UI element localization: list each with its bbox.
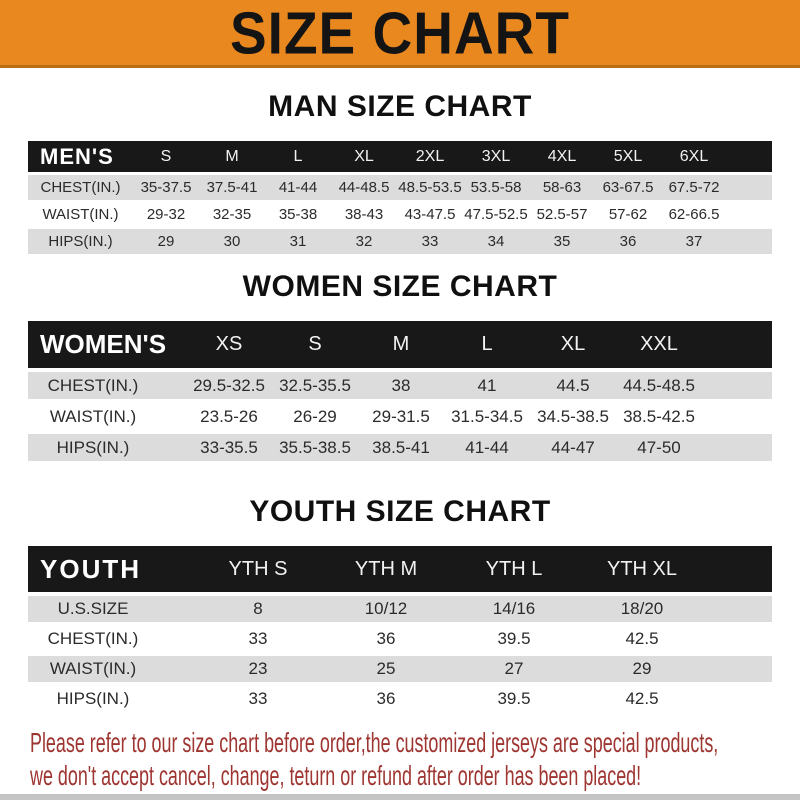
cell: 25 [376,659,396,678]
women-section-heading: WOMEN SIZE CHART [242,270,558,303]
cell: 58-63 [542,179,582,196]
banner-title: SIZE CHART [230,0,570,66]
cell: 42.5 [625,689,659,708]
women-col-header-xl: XL [560,333,586,355]
cell: 29-32 [146,206,186,223]
youth-col-header-m: YTH M [354,557,418,580]
cell: 44-48.5 [338,179,390,196]
cell: 44.5-48.5 [623,375,695,395]
disclaimer-line-1: Please refer to our size chart before order,the customized jerseys are special products, [30,727,719,758]
women-col-header-m: M [392,333,410,355]
cell: 33 [248,689,268,708]
youth-col-header-s: YTH S [228,557,288,580]
row-label: CHEST(IN.) [47,629,139,648]
cell: 31.5-34.5 [451,406,523,426]
cell: 38-43 [344,206,384,223]
men-table-label: MEN'S [40,143,114,169]
cell: 36 [376,629,396,648]
cell: 41-44 [278,179,318,196]
cell: 43-47.5 [404,206,456,223]
men-col-header-4xl: 4XL [547,147,577,165]
cell: 38.5-41 [372,437,430,457]
cell: 29 [157,233,175,250]
youth-col-header-xl: YTH XL [606,557,678,580]
row-label: WAIST(IN.) [49,406,137,426]
cell: 26-29 [293,406,337,426]
women-size-table [28,321,772,461]
men-col-header-2xl: 2XL [415,147,445,165]
cell: 27 [504,659,524,678]
youth-section-heading: YOUTH SIZE CHART [249,495,551,528]
youth-size-table [28,546,772,712]
cell: 44.5 [556,375,590,395]
cell: 57-62 [608,206,648,223]
men-col-header-l: L [293,147,303,165]
cell: 34.5-38.5 [537,406,609,426]
cell: 37.5-41 [206,179,258,196]
youth-ussize-row [28,596,772,622]
cell: 38 [391,375,411,395]
youth-table-label: YOUTH [40,553,141,584]
cell: 8 [253,599,263,618]
men-hips-row [28,229,772,254]
cell: 36 [376,689,396,708]
cell: 47.5-52.5 [464,206,528,223]
disclaimer [30,726,798,792]
women-col-header-xxl: XXL [640,333,678,355]
cell: 31 [289,233,307,250]
cell: 32 [355,233,373,250]
cell: 10/12 [364,599,408,618]
youth-waist-row [28,656,772,682]
cell: 35 [553,233,571,250]
women-hips-row [28,434,772,461]
women-col-header-xs: XS [215,333,243,355]
women-waist-row [28,403,772,430]
disclaimer-line-2: we don't accept cancel, change, teturn or refund after order has been placed! [30,760,642,791]
cell: 23 [248,659,268,678]
cell: 44-47 [551,437,595,457]
cell: 30 [223,233,241,250]
banner [0,0,800,68]
cell: 32-35 [212,206,252,223]
cell: 36 [619,233,637,250]
cell: 62-66.5 [668,206,720,223]
cell: 67.5-72 [668,179,720,196]
men-section-heading: MAN SIZE CHART [268,90,532,123]
men-size-table [28,141,772,254]
row-label: HIPS(IN.) [56,437,130,457]
cell: 41-44 [465,437,509,457]
youth-col-header-l: YTH L [485,557,543,580]
cell: 14/16 [492,599,536,618]
row-label: CHEST(IN.) [40,179,121,196]
cell: 29 [632,659,652,678]
cell: 23.5-26 [200,406,258,426]
women-col-header-l: L [481,333,493,355]
row-label: HIPS(IN.) [48,233,113,250]
cell: 41 [477,375,497,395]
cell: 37 [685,233,703,250]
cell: 63-67.5 [602,179,654,196]
cell: 32.5-35.5 [279,375,351,395]
cell: 29.5-32.5 [193,375,265,395]
women-chest-row [28,372,772,399]
cell: 35.5-38.5 [279,437,351,457]
youth-chest-row [28,626,772,652]
cell: 18/20 [620,599,664,618]
bottom-strip [0,794,800,800]
men-col-header-xl: XL [354,147,374,165]
row-label: WAIST(IN.) [42,206,119,223]
cell: 52.5-57 [536,206,588,223]
row-label: WAIST(IN.) [49,659,137,678]
cell: 47-50 [637,437,681,457]
men-col-header-m: M [225,147,239,165]
cell: 38.5-42.5 [623,406,695,426]
women-table-header-row [28,321,772,368]
cell: 35-38 [278,206,318,223]
women-table-label: WOMEN'S [40,329,167,359]
row-label: HIPS(IN.) [56,689,130,708]
men-table-header-row [28,141,772,172]
row-label: CHEST(IN.) [47,375,139,395]
cell: 35-37.5 [140,179,192,196]
men-col-header-5xl: 5XL [613,147,643,165]
cell: 39.5 [497,629,531,648]
men-waist-row [28,202,772,227]
cell: 33 [248,629,268,648]
cell: 42.5 [625,629,659,648]
men-chest-row [28,175,772,200]
cell: 29-31.5 [372,406,430,426]
youth-table-header-row [28,546,772,592]
men-col-header-s: S [160,147,172,165]
cell: 33 [421,233,439,250]
women-col-header-s: S [308,333,322,355]
cell: 34 [487,233,505,250]
men-col-header-3xl: 3XL [481,147,511,165]
cell: 33-35.5 [200,437,258,457]
cell: 39.5 [497,689,531,708]
men-col-header-6xl: 6XL [679,147,709,165]
youth-hips-row [28,686,772,712]
cell: 53.5-58 [470,179,522,196]
cell: 48.5-53.5 [398,179,462,196]
row-label: U.S.SIZE [57,599,129,618]
